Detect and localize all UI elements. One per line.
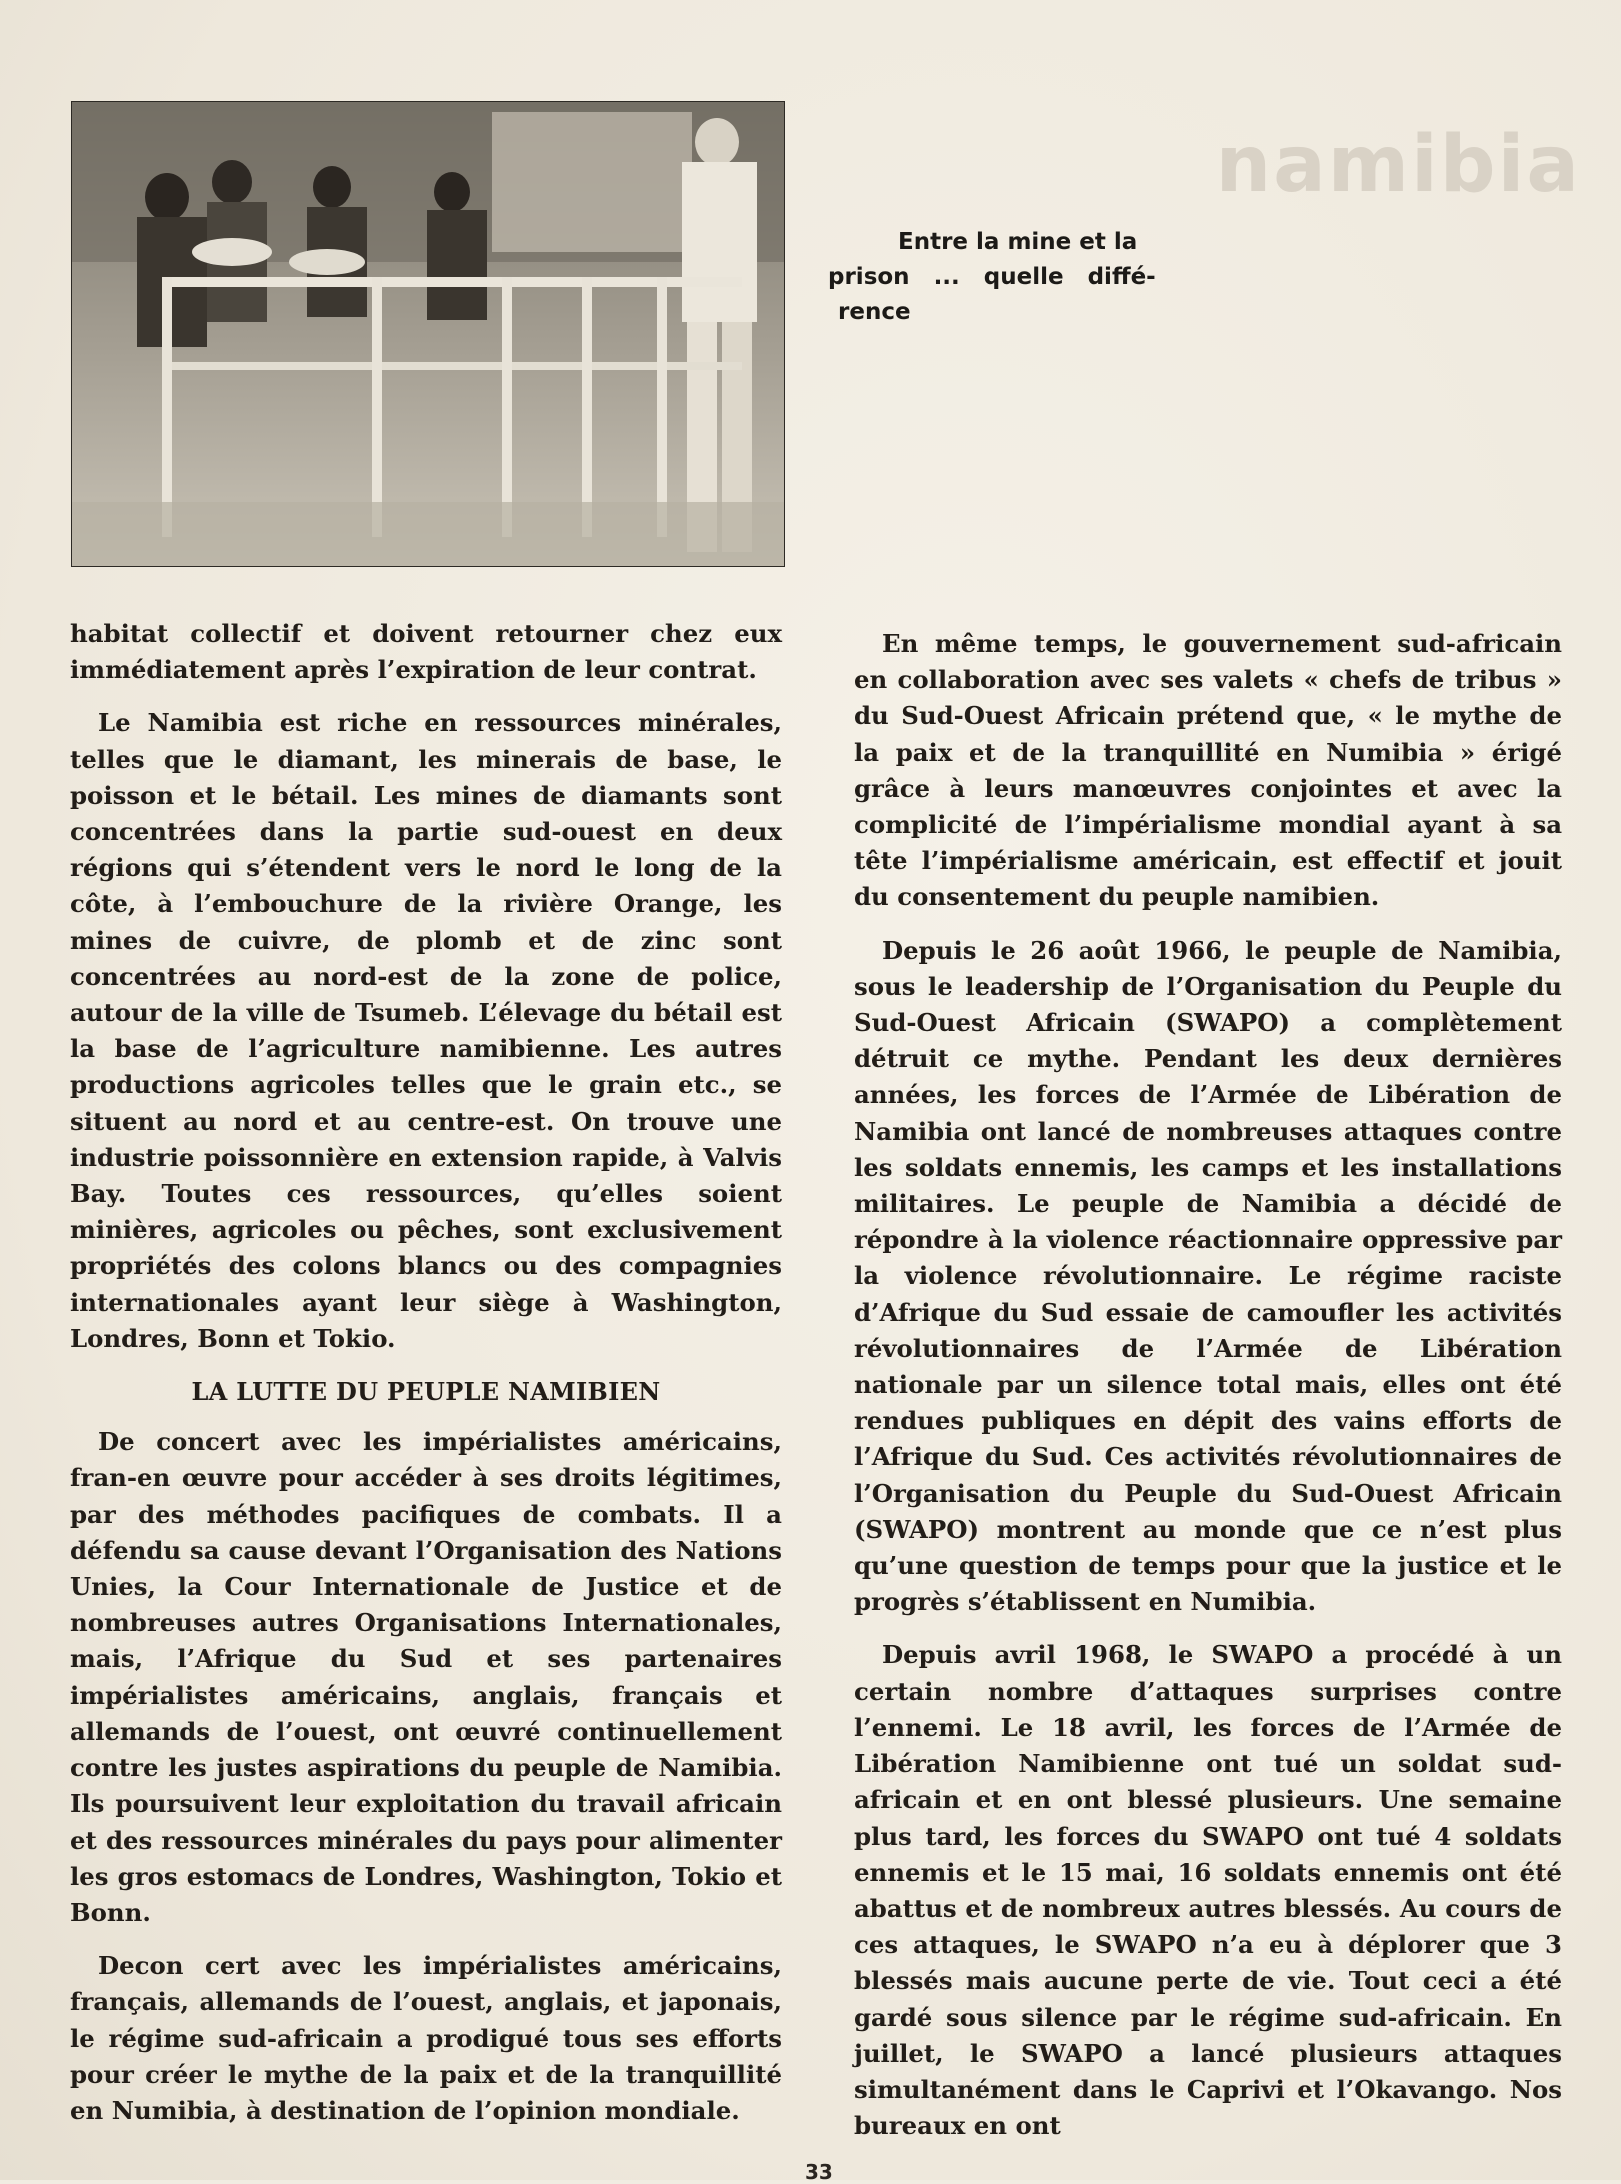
caption-line-3: rence xyxy=(838,299,911,325)
section-heading: LA LUTTE DU PEUPLE NAMIBIEN xyxy=(191,1377,661,1407)
caption-line-1: Entre la mine et la xyxy=(898,229,1138,255)
left-paragraph-4: Decon cert avec les impérialistes américains, français, allemands de l’ouest, anglais, et japonais, le régime sud-africain a prodigué tous ses efforts pour créer le mythe de la paix et de la tranquillité en Numibia, à destination de l’opinion mondiale. xyxy=(70,1951,782,2125)
right-paragraph-1: En même temps, le gouvernement sud-africain en collaboration avec ses valets « chefs de tribus » du Sud-Ouest Africain prétend que, « le mythe de la paix et de la tranquillité en Numibia » érigé grâce à leurs manœuvres conjointes et avec la complicité de l’impérialisme mondial ayant à sa tête l’impérialisme américain, est effectif et jouit du consentement du peuple namibien. xyxy=(854,629,1562,912)
left-paragraph-3: De concert avec les impérialistes américains, fran-en œuvre pour accéder à ses droits légitimes, par des méthodes pacifiques de combats. Il a défendu sa cause devant l’Organisation des Nations Unies, la Cour Internationale de Justice et de nombreuses autres Organisations Internationales, mais, l’Afrique du Sud et ses partenaires impérialistes américains, anglais, français et allemands de l’ouest, ont œuvré continuellement contre les justes aspirations du peuple de Namibia. Ils poursuivent leur exploitation du travail africain et des ressources minérales du pays pour alimenter les gros estomacs de Londres, Washington, Tokio et Bonn. xyxy=(70,1427,782,1927)
bleed-through-text: namibia xyxy=(1215,120,1581,210)
right-paragraph-2: Depuis le 26 août 1966, le peuple de Namibia, sous le leadership de l’Organisation du Peuple du Sud-Ouest Africain (SWAPO) a complètement détruit ce mythe. Pendant les deux dernières années, les forces de l’Armée de Libération de Namibia ont lancé de nombreuses attaques contre les soldats ennemis, les camps et les installations militaires. Le peuple de Namibia a décidé de répondre à la violence réactionnaire oppressive par la violence révolutionnaire. Le régime raciste d’Afrique du Sud essaie de camoufler les activités révolutionnaires de l’Armée de Libération nationale par un silence total mais, elles ont été rendues publiques en dépit des vains efforts de l’Afrique du Sud. Ces activités révolutionnaires de l’Organisation du Peuple du Sud-Ouest Africain (SWAPO) montrent au monde que ce n’est plus qu’une question de temps pour que la justice et le progrès s’établissent en Numibia. xyxy=(854,935,1562,1617)
photo-prisoners xyxy=(71,101,785,567)
left-paragraph-1: habitat collectif et doivent retourner chez eux immédiatement après l’expiration de leur contrat. xyxy=(70,619,782,685)
page-number: 33 xyxy=(805,2160,833,2184)
photo-image xyxy=(72,102,784,566)
caption-line-2: prison ... quelle diffé- xyxy=(828,264,1156,290)
right-paragraph-3: Depuis avril 1968, le SWAPO a procédé à un certain nombre d’attaques surprises contre l’ennemi. Le 18 avril, les forces de l’Armée de Libération Namibienne ont tué un soldat sud-africain et en ont blessé plusieurs. Une semaine plus tard, les forces du SWAPO ont tué 4 soldats ennemis et le 15 mai, 16 soldats ennemis ont été abattus et de nombreux autres blessés. Au cours de ces attaques, le SWAPO n’a eu à déplorer que 3 blessés mais aucune perte de vie. Tout ceci a été gardé sous silence par le régime sud-africain. En juillet, le SWAPO a lancé plusieurs attaques simultanément dans le Caprivi et l’Okavango. Nos bureaux en ont xyxy=(854,1640,1562,2141)
photo-caption xyxy=(828,225,1188,330)
left-column xyxy=(70,616,782,2146)
right-column xyxy=(854,626,1562,2161)
left-paragraph-2: Le Namibia est riche en ressources minérales, telles que le diamant, les minerais de base, le poisson et le bétail. Les mines de diamants sont concentrées dans la partie sud-ouest en deux régions qui s’étendent vers le nord le long de la côte, à l’embouchure de la rivière Orange, les mines de cuivre, de plomb et de zinc sont concentrées au nord-est de la zone de police, autour de la ville de Tsumeb. L’élevage du bétail est la base de l’agriculture namibienne. Les autres productions agricoles telles que le grain etc., se situent au nord et au centre-est. On trouve une industrie poissonnière en extension rapide, à Valvis Bay. Toutes ces ressources, qu’elles soient minières, agricoles ou pêches, sont exclusivement propriétés des colons blancs ou des compagnies internationales ayant leur siège à Washington, Londres, Bonn et Tokio. xyxy=(70,708,782,1353)
